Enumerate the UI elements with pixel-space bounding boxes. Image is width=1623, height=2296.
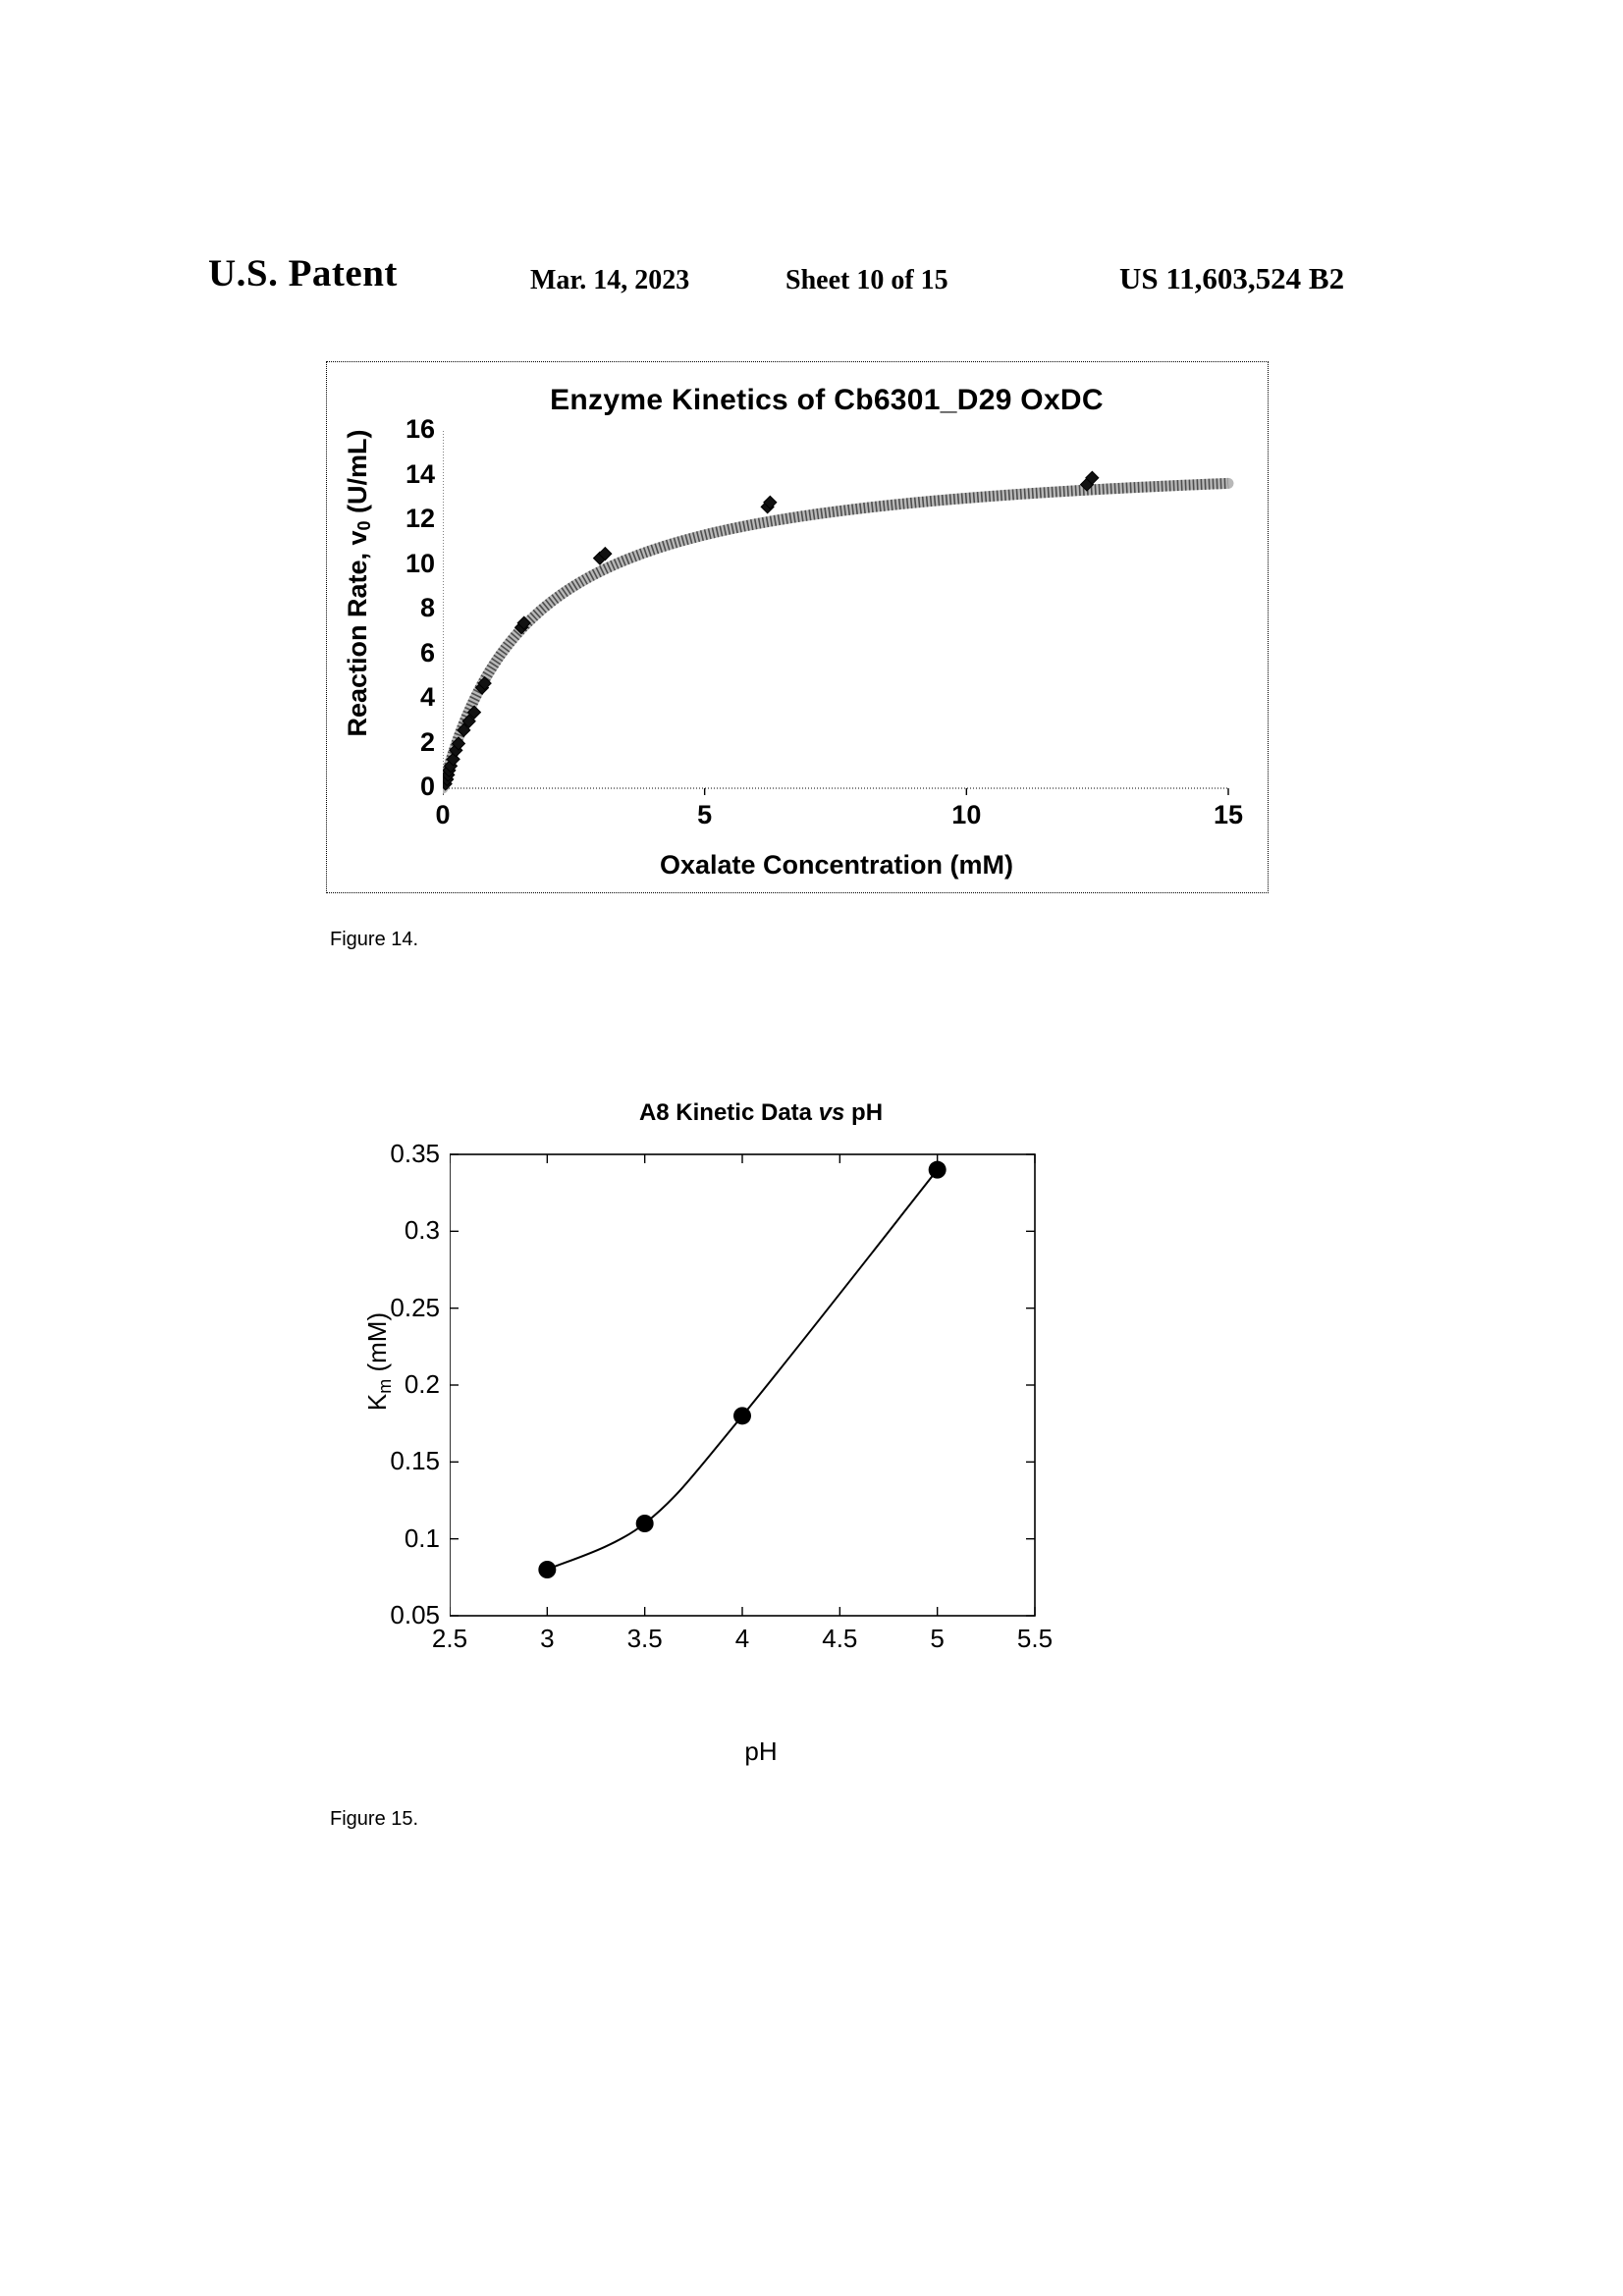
y-tick-label: 0.05: [390, 1600, 440, 1629]
y-tick-label: 2: [419, 726, 435, 757]
y-tick-label: 0.35: [390, 1139, 440, 1168]
x-tick-label: 10: [951, 800, 982, 829]
x-tick-label: 15: [1213, 800, 1244, 829]
x-axis-label: pH: [744, 1736, 778, 1766]
plot-area: [405, 414, 1248, 835]
y-axis-label: [343, 421, 382, 745]
y-tick-label: 0.15: [390, 1446, 440, 1476]
x-tick-label: 3: [540, 1624, 555, 1653]
figure-15-caption: Figure 15.: [330, 1808, 419, 1830]
y-tick-label: 6: [419, 637, 435, 667]
patent-header: [0, 126, 1623, 295]
chart-canvas: [443, 423, 1248, 835]
x-tick-label: 5.5: [1016, 1624, 1054, 1653]
x-tick-label: 5: [697, 800, 713, 829]
y-tick-label: 0.2: [404, 1369, 440, 1399]
y-tick-label: 16: [405, 414, 435, 444]
y-axis-label-subscript: 0: [354, 520, 374, 531]
x-tick-label: 5: [930, 1624, 945, 1653]
y-tick-label: 14: [405, 458, 435, 489]
x-tick-label: 3.5: [626, 1624, 663, 1653]
y-axis-label-main: Reaction Rate, v: [343, 530, 372, 737]
x-tick-label: 0: [435, 800, 451, 829]
chart-title-italic: vs: [818, 1099, 845, 1126]
x-tick-label: 4: [734, 1624, 750, 1653]
figure-15-chart: [324, 1099, 1100, 1767]
y-axis-label-main: K: [362, 1393, 393, 1412]
x-tick-label: 2.5: [431, 1624, 468, 1653]
y-tick-label: 0.25: [390, 1292, 440, 1322]
chart-title-plain: A8 Kinetic Data: [638, 1099, 819, 1126]
y-axis-label-tail: (U/mL): [343, 429, 372, 521]
chart-title: Enzyme Kinetics of Cb6301_D29 OxDC: [550, 384, 1104, 416]
y-tick-label: 0.1: [404, 1522, 440, 1553]
x-axis-label: Oxalate Concentration (mM): [659, 850, 1014, 880]
chart-title-tail: pH: [844, 1099, 884, 1126]
patent-sheet-number: Sheet 10 of 15: [785, 265, 948, 295]
patent-office-title: U.S. Patent: [208, 252, 398, 294]
y-tick-label: 12: [405, 504, 435, 533]
y-tick-label: 10: [405, 548, 435, 578]
chart-canvas: [450, 1148, 1039, 1659]
figure-14-chart: [326, 361, 1269, 893]
y-axis-label-tail: (mM): [362, 1311, 393, 1379]
y-axis-label-subscript: m: [375, 1378, 396, 1394]
y-tick-label: 4: [419, 682, 435, 712]
figure-14-caption: Figure 14.: [330, 929, 419, 950]
x-tick-label: 4.5: [822, 1624, 858, 1653]
y-tick-label: 0.3: [404, 1215, 440, 1246]
plot-area: [390, 1139, 1054, 1659]
chart-title: [442, 1099, 1080, 1127]
patent-date: Mar. 14, 2023: [530, 265, 690, 295]
patent-number: US 11,603,524 B2: [1119, 261, 1345, 295]
y-tick-label: 0: [419, 772, 435, 801]
y-tick-label: 8: [419, 593, 435, 622]
